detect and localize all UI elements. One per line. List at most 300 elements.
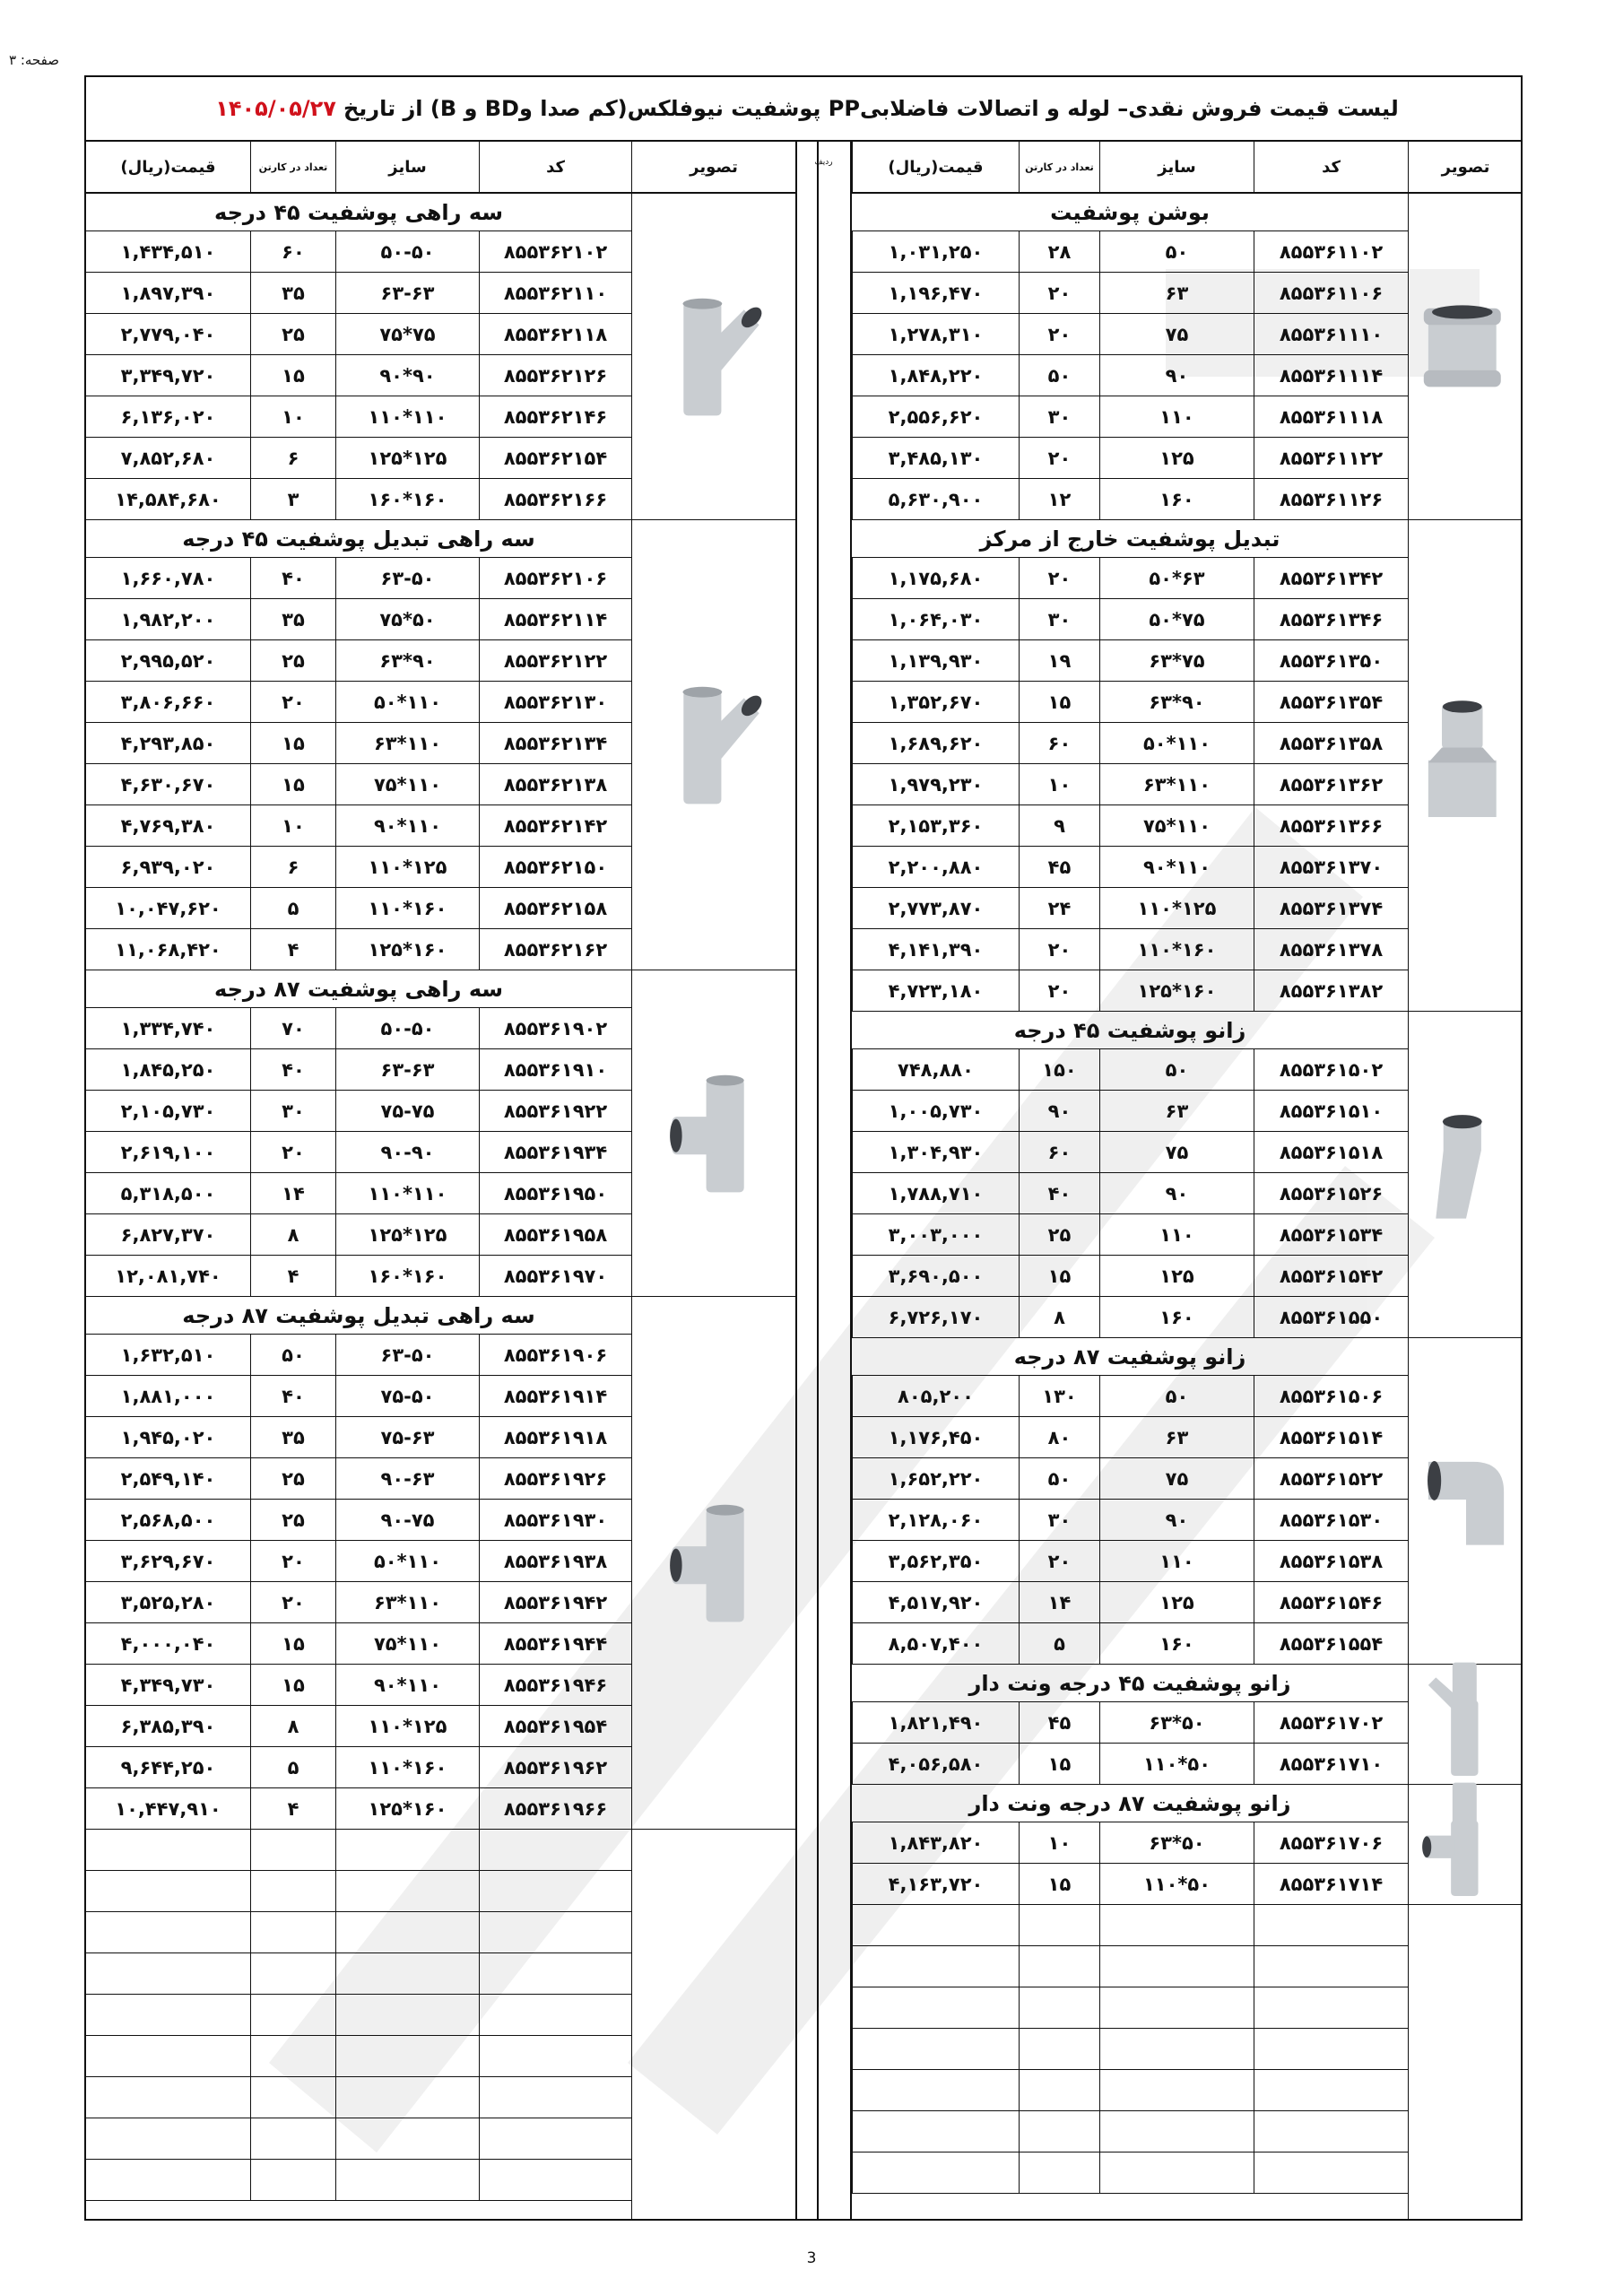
- carton-cell: ۱۵: [250, 1623, 335, 1664]
- carton-cell: ۵۰: [1019, 1458, 1099, 1499]
- price-cell: ۳,۸۰۶,۶۶۰: [120, 691, 216, 713]
- size-cell: ۶۳-۶۳: [335, 273, 479, 313]
- carton-cell: ۱۵: [1019, 682, 1099, 722]
- table-row: [86, 231, 631, 273]
- carton-cell: ۱۴: [250, 1173, 335, 1213]
- empty-cell: [250, 1871, 335, 1911]
- carton-cell: ۳۵: [250, 1417, 335, 1457]
- code-cell: ۸۵۵۳۶۱۱۰۲: [1254, 231, 1408, 272]
- price-cell: ۱,۸۹۷,۳۹۰: [120, 282, 216, 304]
- empty-cell: [1254, 2029, 1408, 2069]
- carton-cell: ۵۰: [250, 1335, 335, 1375]
- carton-cell: ۶: [250, 438, 335, 478]
- code-cell: ۸۵۵۳۶۱۹۴۲: [479, 1582, 631, 1622]
- code-cell: ۸۵۵۳۶۱۹۲۶: [479, 1458, 631, 1499]
- price-list-title: [86, 77, 1521, 142]
- carton-cell: ۲۰: [1019, 929, 1099, 970]
- section-title: زانو پوشفیت ۴۵ درجه ونت دار: [852, 1665, 1408, 1702]
- empty-cell: [335, 2077, 479, 2118]
- section-title: سه راهی پوشفیت ۴۵ درجه: [86, 194, 631, 231]
- carton-cell: ۲۰: [1019, 970, 1099, 1011]
- price-cell: ۲,۱۵۳,۳۶۰: [852, 805, 1019, 846]
- header-size: سایز: [1099, 142, 1254, 192]
- table-row: [852, 438, 1408, 479]
- carton-cell: ۱۹: [1019, 640, 1099, 681]
- table-row: [86, 847, 631, 888]
- empty-cell: [479, 2118, 631, 2159]
- empty-row: [86, 1995, 631, 2036]
- table-row: [86, 723, 631, 764]
- empty-cell: [852, 1987, 1019, 2028]
- carton-cell: ۲۰: [1019, 1541, 1099, 1581]
- price-cell: ۶,۹۳۹,۰۲۰: [120, 856, 216, 878]
- size-cell: ۶۳-۵۰: [335, 1335, 479, 1375]
- carton-cell: ۵: [250, 888, 335, 928]
- price-cell: ۱,۱۷۶,۴۵۰: [852, 1417, 1019, 1457]
- code-cell: ۸۵۵۳۶۱۳۵۰: [1254, 640, 1408, 681]
- table-row: [86, 479, 631, 520]
- size-cell: ۱۱۰*۱۲۵: [335, 1706, 479, 1746]
- carton-cell: ۶۰: [250, 231, 335, 272]
- code-cell: ۸۵۵۳۶۱۹۶۶: [479, 1788, 631, 1829]
- empty-cell: [1099, 1987, 1254, 2028]
- empty-row: [852, 1905, 1408, 1946]
- size-cell: ۵۰-۵۰: [335, 231, 479, 272]
- table-row: [86, 1049, 631, 1091]
- table-row: [86, 1214, 631, 1256]
- price-cell: ۳,۳۴۹,۷۲۰: [120, 364, 216, 387]
- empty-cell: [852, 1905, 1019, 1945]
- code-cell: ۸۵۵۳۶۱۵۵۰: [1254, 1297, 1408, 1337]
- price-cell: ۱,۸۴۵,۲۵۰: [120, 1058, 216, 1081]
- price-cell: ۴,۷۶۹,۳۸۰: [120, 814, 216, 837]
- table-row: [86, 1788, 631, 1830]
- price-cell: ۱,۹۷۹,۲۳۰: [852, 764, 1019, 804]
- carton-cell: ۳۰: [250, 1091, 335, 1131]
- price-cell: ۳,۵۲۵,۲۸۰: [120, 1591, 216, 1613]
- empty-row: [852, 2070, 1408, 2111]
- carton-cell: ۲۵: [250, 1500, 335, 1540]
- empty-cell: [1099, 2111, 1254, 2152]
- carton-cell: ۱۵: [250, 764, 335, 804]
- code-cell: ۸۵۵۳۶۲۱۲۲: [479, 640, 631, 681]
- price-cell: ۱,۱۳۹,۹۳۰: [852, 640, 1019, 681]
- table-row: [852, 1091, 1408, 1132]
- code-cell: ۸۵۵۳۶۱۹۱۴: [479, 1376, 631, 1416]
- size-cell: ۱۱۰*۵۰: [1099, 1864, 1254, 1904]
- code-cell: ۸۵۵۳۶۱۱۰۶: [1254, 273, 1408, 313]
- page-number-top: صفحه: ۳: [9, 52, 59, 68]
- code-cell: ۸۵۵۳۶۱۵۵۴: [1254, 1623, 1408, 1664]
- table-row: [852, 1582, 1408, 1623]
- empty-cell: [479, 1912, 631, 1952]
- empty-row: [852, 1987, 1408, 2029]
- header-price: قیمت(ریال): [120, 157, 216, 177]
- price-cell: ۱۴,۵۸۴,۶۸۰: [115, 488, 221, 510]
- code-cell: ۸۵۵۳۶۲۱۴۶: [479, 396, 631, 437]
- carton-cell: ۵: [250, 1747, 335, 1787]
- size-cell: ۵۰*۶۳: [1099, 558, 1254, 598]
- code-cell: ۸۵۵۳۶۱۹۴۴: [479, 1623, 631, 1664]
- carton-cell: ۲۸: [1019, 231, 1099, 272]
- section-title: زانو پوشفیت ۸۷ درجه ونت دار: [852, 1785, 1408, 1822]
- header-image: تصویر: [631, 142, 795, 192]
- price-cell: ۱,۱۹۶,۴۷۰: [852, 273, 1019, 313]
- code-cell: ۸۵۵۳۶۱۹۱۰: [479, 1049, 631, 1090]
- empty-cell: [335, 2036, 479, 2076]
- empty-cell: [86, 1995, 250, 2035]
- carton-cell: ۴: [250, 1256, 335, 1296]
- code-cell: ۸۵۵۳۶۱۵۳۸: [1254, 1541, 1408, 1581]
- carton-cell: ۱۵: [250, 723, 335, 763]
- price-cell: ۱,۴۳۴,۵۱۰: [120, 240, 216, 263]
- price-cell: ۲,۵۵۶,۶۲۰: [852, 396, 1019, 437]
- empty-row: [86, 2118, 631, 2160]
- size-cell: ۷۵*۱۱۰: [1099, 805, 1254, 846]
- size-cell: ۷۵-۵۰: [335, 1376, 479, 1416]
- carton-cell: ۱۰: [250, 805, 335, 846]
- empty-cell: [1254, 2111, 1408, 2152]
- price-cell: ۳,۰۰۳,۰۰۰: [852, 1214, 1019, 1255]
- carton-cell: ۹: [1019, 805, 1099, 846]
- size-cell: ۱۱۰*۱۶۰: [335, 1747, 479, 1787]
- table-row: [852, 1458, 1408, 1500]
- code-cell: ۸۵۵۳۶۱۹۰۲: [479, 1008, 631, 1048]
- code-cell: ۸۵۵۳۶۱۵۴۲: [1254, 1256, 1408, 1296]
- empty-cell: [1254, 2152, 1408, 2193]
- size-cell: ۷۵-۶۳: [335, 1417, 479, 1457]
- code-cell: ۸۵۵۳۶۱۳۸۲: [1254, 970, 1408, 1011]
- empty-row: [86, 1871, 631, 1912]
- product-image: [1408, 1012, 1523, 1338]
- carton-cell: ۳۵: [250, 599, 335, 639]
- size-cell: ۱۱۰: [1099, 396, 1254, 437]
- code-cell: ۸۵۵۳۶۱۷۱۰: [1254, 1744, 1408, 1784]
- carton-cell: ۲۰: [1019, 273, 1099, 313]
- code-cell: ۸۵۵۳۶۱۳۶۶: [1254, 805, 1408, 846]
- empty-cell: [1019, 2070, 1099, 2110]
- size-cell: ۶۳-۶۳: [335, 1049, 479, 1090]
- tee-87-icon: [661, 1064, 767, 1204]
- empty-cell: [335, 1995, 479, 2035]
- carton-cell: ۷۰: [250, 1008, 335, 1048]
- code-cell: ۸۵۵۳۶۱۷۰۲: [1254, 1702, 1408, 1743]
- price-cell: ۶,۳۸۵,۳۹۰: [120, 1715, 216, 1737]
- code-cell: ۸۵۵۳۶۱۹۵۸: [479, 1214, 631, 1255]
- price-cell: ۱,۷۸۸,۷۱۰: [852, 1173, 1019, 1213]
- size-cell: ۷۵*۷۵: [335, 314, 479, 354]
- code-cell: ۸۵۵۳۶۲۱۳۸: [479, 764, 631, 804]
- size-cell: ۱۱۰*۱۱۰: [335, 396, 479, 437]
- table-row: [86, 396, 631, 438]
- size-cell: ۹۰*۱۱۰: [335, 1665, 479, 1705]
- carton-cell: ۹۰: [1019, 1091, 1099, 1131]
- price-cell: ۱,۶۵۲,۲۲۰: [852, 1458, 1019, 1499]
- price-list-frame: [84, 75, 1523, 2221]
- size-cell: ۱۱۰*۱۲۵: [335, 847, 479, 887]
- size-cell: ۶۳*۱۱۰: [335, 1582, 479, 1622]
- table-row: [852, 273, 1408, 314]
- size-cell: ۵۰*۷۵: [1099, 599, 1254, 639]
- size-cell: ۱۲۵*۱۶۰: [335, 1788, 479, 1829]
- empty-cell: [1019, 1905, 1099, 1945]
- price-cell: ۱,۳۵۲,۶۷۰: [852, 682, 1019, 722]
- code-cell: ۸۵۵۳۶۲۱۴۲: [479, 805, 631, 846]
- eccentric-reducer-icon: [1413, 696, 1519, 836]
- page-number-bottom: 3: [806, 2249, 817, 2267]
- table-row: [86, 1747, 631, 1788]
- size-cell: ۱۲۵*۱۲۵: [335, 1214, 479, 1255]
- empty-cell: [479, 1995, 631, 2035]
- left-table-header: [86, 142, 795, 194]
- size-cell: ۶۳*۵۰: [1099, 1702, 1254, 1743]
- price-cell: ۲,۹۹۵,۵۲۰: [120, 649, 216, 672]
- empty-cell: [86, 1912, 250, 1952]
- row-number-gutter: [795, 142, 850, 2219]
- empty-row: [86, 2036, 631, 2077]
- size-cell: ۵۰: [1099, 231, 1254, 272]
- code-cell: ۸۵۵۳۶۱۹۵۴: [479, 1706, 631, 1746]
- code-cell: ۸۵۵۳۶۲۱۱۴: [479, 599, 631, 639]
- section-title: زانو پوشفیت ۸۷ درجه: [852, 1338, 1408, 1376]
- table-row: [852, 1623, 1408, 1665]
- table-row: [86, 1458, 631, 1500]
- carton-cell: ۳۵: [250, 273, 335, 313]
- carton-cell: ۱۰: [1019, 764, 1099, 804]
- carton-cell: ۲۴: [1019, 888, 1099, 928]
- empty-row: [852, 2111, 1408, 2152]
- code-cell: ۸۵۵۳۶۲۱۱۰: [479, 273, 631, 313]
- carton-cell: ۴: [250, 1788, 335, 1829]
- code-cell: ۸۵۵۳۶۱۵۲۲: [1254, 1458, 1408, 1499]
- size-cell: ۷۵-۷۵: [335, 1091, 479, 1131]
- price-cell: ۶,۸۲۷,۳۷۰: [120, 1223, 216, 1246]
- empty-cell: [852, 2029, 1019, 2069]
- size-cell: ۱۶۰: [1099, 1623, 1254, 1664]
- table-row: [86, 314, 631, 355]
- size-cell: ۵۰: [1099, 1049, 1254, 1090]
- header-code: کد: [479, 142, 631, 192]
- code-cell: ۸۵۵۳۶۱۹۴۶: [479, 1665, 631, 1705]
- price-cell: ۳,۴۸۵,۱۳۰: [852, 438, 1019, 478]
- code-cell: ۸۵۵۳۶۲۱۶۲: [479, 929, 631, 970]
- carton-cell: ۴۰: [250, 1049, 335, 1090]
- size-cell: ۷۵: [1099, 1458, 1254, 1499]
- section-title: سه راهی تبدیل پوشفیت ۴۵ درجه: [86, 520, 631, 558]
- code-cell: ۸۵۵۳۶۱۵۰۲: [1254, 1049, 1408, 1090]
- product-image: [631, 970, 795, 1297]
- title-text: لیست قیمت فروش نقدی– لوله و اتصالات فاضلابیPP پوشفیت نیوفلکس(کم صدا وBD و B) از تاریخ: [343, 96, 1399, 121]
- left-table: [86, 142, 795, 2219]
- empty-cell: [1099, 1905, 1254, 1945]
- price-cell: ۴,۷۲۳,۱۸۰: [852, 970, 1019, 1011]
- product-image: [1408, 1785, 1523, 1905]
- empty-row: [86, 1953, 631, 1995]
- price-cell: ۱۱,۰۶۸,۴۲۰: [115, 938, 221, 961]
- price-cell: ۲,۱۲۸,۰۶۰: [852, 1500, 1019, 1540]
- size-cell: ۶۳*۹۰: [335, 640, 479, 681]
- code-cell: ۸۵۵۳۶۱۳۵۸: [1254, 723, 1408, 763]
- table-row: [852, 396, 1408, 438]
- code-cell: ۸۵۵۳۶۱۵۳۴: [1254, 1214, 1408, 1255]
- code-cell: ۸۵۵۳۶۱۱۱۸: [1254, 396, 1408, 437]
- price-cell: ۵,۶۳۰,۹۰۰: [852, 479, 1019, 519]
- empty-cell: [86, 2118, 250, 2159]
- carton-cell: ۴۰: [1019, 1173, 1099, 1213]
- code-cell: ۸۵۵۳۶۱۹۰۶: [479, 1335, 631, 1375]
- table-row: [86, 1706, 631, 1747]
- code-cell: ۸۵۵۳۶۱۹۶۲: [479, 1747, 631, 1787]
- table-row: [852, 682, 1408, 723]
- table-row: [852, 764, 1408, 805]
- code-cell: ۸۵۵۳۶۱۵۱۰: [1254, 1091, 1408, 1131]
- price-cell: ۷,۸۵۲,۶۸۰: [120, 447, 216, 469]
- table-row: [852, 1132, 1408, 1173]
- empty-cell: [335, 2118, 479, 2159]
- code-cell: ۸۵۵۳۶۲۱۳۰: [479, 682, 631, 722]
- size-cell: ۵۰*۱۱۰: [335, 1541, 479, 1581]
- carton-cell: ۴۰: [250, 1376, 335, 1416]
- size-cell: ۹۰-۶۳: [335, 1458, 479, 1499]
- section-title: سه راهی تبدیل پوشفیت ۸۷ درجه: [86, 1297, 631, 1335]
- empty-cell: [1019, 1946, 1099, 1987]
- table-row: [86, 1376, 631, 1417]
- code-cell: ۸۵۵۳۶۱۹۳۰: [479, 1500, 631, 1540]
- table-row: [852, 479, 1408, 520]
- table-row: [852, 1500, 1408, 1541]
- section-title: زانو پوشفیت ۴۵ درجه: [852, 1012, 1408, 1049]
- table-row: [852, 1744, 1408, 1785]
- empty-row: [86, 2160, 631, 2201]
- empty-cell: [86, 1871, 250, 1911]
- size-cell: ۱۲۵: [1099, 438, 1254, 478]
- carton-cell: ۲۰: [250, 1582, 335, 1622]
- price-cell: ۱,۸۴۳,۸۲۰: [852, 1822, 1019, 1863]
- code-cell: ۸۵۵۳۶۱۹۳۸: [479, 1541, 631, 1581]
- size-cell: ۷۵*۵۰: [335, 599, 479, 639]
- code-cell: ۸۵۵۳۶۱۵۱۸: [1254, 1132, 1408, 1172]
- carton-cell: ۴۵: [1019, 1702, 1099, 1743]
- table-row: [852, 888, 1408, 929]
- table-row: [852, 640, 1408, 682]
- code-cell: ۸۵۵۳۶۱۳۵۴: [1254, 682, 1408, 722]
- header-carton: تعداد در کارتن: [1019, 142, 1099, 192]
- table-row: [852, 599, 1408, 640]
- empty-cell: [1254, 1946, 1408, 1987]
- code-cell: ۸۵۵۳۶۲۱۳۴: [479, 723, 631, 763]
- product-image: [1408, 520, 1523, 1012]
- table-row: [86, 273, 631, 314]
- table-row: [852, 1417, 1408, 1458]
- size-cell: ۶۳*۷۵: [1099, 640, 1254, 681]
- empty-cell: [479, 1830, 631, 1870]
- elbow-87-icon: [1413, 1431, 1519, 1571]
- table-row: [86, 599, 631, 640]
- empty-cell: [1099, 2029, 1254, 2069]
- code-cell: ۸۵۵۳۶۱۳۷۸: [1254, 929, 1408, 970]
- table-row: [86, 1541, 631, 1582]
- price-cell: ۹,۶۴۴,۲۵۰: [120, 1756, 216, 1779]
- price-cell: ۴,۰۵۶,۵۸۰: [852, 1744, 1019, 1784]
- empty-row: [86, 1830, 631, 1871]
- header-size: سایز: [335, 142, 479, 192]
- size-cell: ۵۰-۵۰: [335, 1008, 479, 1048]
- empty-cell: [86, 2077, 250, 2118]
- empty-cell: [1099, 2070, 1254, 2110]
- carton-cell: ۶۰: [1019, 1132, 1099, 1172]
- right-table: [850, 142, 1521, 2219]
- price-cell: ۱,۹۸۲,۲۰۰: [120, 608, 216, 631]
- price-cell: ۵,۳۱۸,۵۰۰: [120, 1182, 216, 1205]
- carton-cell: ۱۴: [1019, 1582, 1099, 1622]
- product-image: [631, 194, 795, 520]
- size-cell: ۶۳: [1099, 1091, 1254, 1131]
- empty-cell: [1254, 2070, 1408, 2110]
- size-cell: ۵۰*۱۱۰: [1099, 723, 1254, 763]
- price-cell: ۱,۰۶۴,۰۳۰: [852, 599, 1019, 639]
- price-cell: ۴,۱۴۱,۳۹۰: [852, 929, 1019, 970]
- empty-cell: [852, 2111, 1019, 2152]
- carton-cell: ۵۰: [1019, 355, 1099, 396]
- size-cell: ۷۵*۱۱۰: [335, 764, 479, 804]
- table-row: [86, 1582, 631, 1623]
- vented-elbow-45-icon: [1413, 1655, 1519, 1795]
- size-cell: ۹۰*۱۱۰: [335, 805, 479, 846]
- price-cell: ۳,۵۶۲,۳۵۰: [852, 1541, 1019, 1581]
- carton-cell: ۱۵: [1019, 1864, 1099, 1904]
- section-title: سه راهی پوشفیت ۸۷ درجه: [86, 970, 631, 1008]
- right-table-header: [852, 142, 1521, 194]
- size-cell: ۶۳-۵۰: [335, 558, 479, 598]
- size-cell: ۱۶۰*۱۶۰: [335, 479, 479, 519]
- header-image: تصویر: [1408, 142, 1523, 192]
- price-cell: ۴,۲۹۳,۸۵۰: [120, 732, 216, 754]
- code-cell: ۸۵۵۳۶۱۳۴۶: [1254, 599, 1408, 639]
- carton-cell: ۳۰: [1019, 1500, 1099, 1540]
- header-code: کد: [1254, 142, 1408, 192]
- code-cell: ۸۵۵۳۶۲۱۲۶: [479, 355, 631, 396]
- carton-cell: ۲۰: [250, 1132, 335, 1172]
- code-cell: ۸۵۵۳۶۱۱۱۰: [1254, 314, 1408, 354]
- section-title: بوشن پوشفیت: [852, 194, 1408, 231]
- table-row: [86, 682, 631, 723]
- size-cell: ۹۰-۹۰: [335, 1132, 479, 1172]
- size-cell: ۶۳: [1099, 1417, 1254, 1457]
- price-cell: ۲,۱۰۵,۷۳۰: [120, 1100, 216, 1122]
- code-cell: ۸۵۵۳۶۱۹۱۸: [479, 1417, 631, 1457]
- code-cell: ۸۵۵۳۶۱۱۲۲: [1254, 438, 1408, 478]
- empty-image-column: [631, 142, 632, 2219]
- table-row: [852, 1541, 1408, 1582]
- empty-cell: [1019, 2029, 1099, 2069]
- empty-cell: [335, 1830, 479, 1870]
- empty-cell: [1254, 1905, 1408, 1945]
- table-row: [852, 1822, 1408, 1864]
- table-row: [86, 1623, 631, 1665]
- code-cell: ۸۵۵۳۶۱۵۴۶: [1254, 1582, 1408, 1622]
- size-cell: ۵۰: [1099, 1376, 1254, 1416]
- empty-cell: [250, 2160, 335, 2200]
- size-cell: ۶۳*۱۱۰: [1099, 764, 1254, 804]
- empty-cell: [335, 1871, 479, 1911]
- size-cell: ۶۳*۵۰: [1099, 1822, 1254, 1863]
- table-row: [852, 1049, 1408, 1091]
- size-cell: ۵۰*۱۱۰: [335, 682, 479, 722]
- price-cell: ۴,۳۴۹,۷۳۰: [120, 1674, 216, 1696]
- price-cell: ۴,۶۳۰,۶۷۰: [120, 773, 216, 796]
- carton-cell: ۶: [250, 847, 335, 887]
- size-cell: ۶۳: [1099, 273, 1254, 313]
